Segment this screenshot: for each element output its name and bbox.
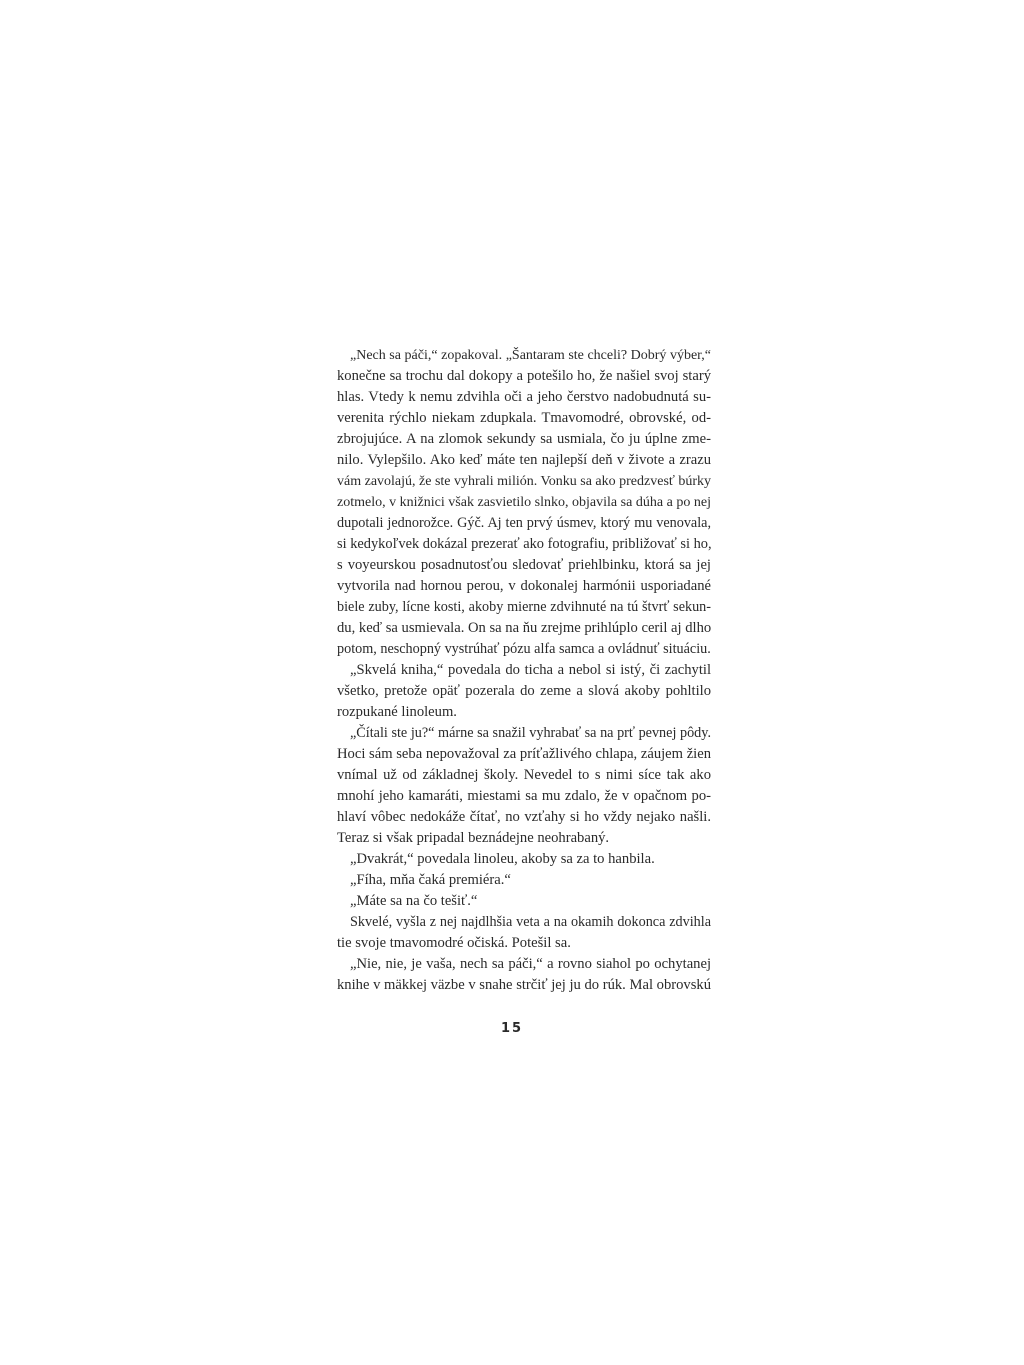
text-line: vnímal už od základnej školy. Nevedel to s nimi síce tak ako: [337, 767, 711, 783]
text-line: knihe v mäkkej väzbe v snahe strčiť jej ju do rúk. Mal obrovskú: [337, 977, 711, 993]
text-line: „Skvelá kniha,“ povedala do ticha a nebol si istý, či zachytil: [350, 662, 711, 678]
text-line: Skvelé, vyšla z nej najdlhšia veta a na okamih dokonca zdvihla: [350, 914, 711, 930]
text-line: si kedykoľvek dokázal prezerať ako fotografiu, približovať si ho,: [337, 536, 712, 552]
text-line: Teraz si však pripadal beznádejne neohrabaný.: [337, 830, 610, 846]
text-line: hlaví vôbec nedokáže čítať, no vzťahy si ho vždy nejako našli.: [337, 809, 711, 825]
text-line: zbrojujúce. A na zlomok sekundy sa usmiala, čo ju úplne zme-: [337, 431, 711, 447]
text-line: „Fíha, mňa čaká premiéra.“: [350, 872, 511, 888]
page-number: 15: [500, 1021, 524, 1036]
text-line: biele zuby, lícne kosti, akoby mierne zdvihnuté na tú štvrť sekun-: [337, 599, 711, 615]
text-line: „Nech sa páči,“ zopakoval. „Šantaram ste chceli? Dobrý výber,“: [350, 348, 711, 363]
text-line: Hoci sám seba nepovažoval za príťažlivého chlapa, záujem žien: [337, 746, 711, 762]
text-line: tie svoje tmavomodré očiská. Potešil sa.: [337, 935, 571, 951]
text-line: „Dvakrát,“ povedala linoleu, akoby sa za to hanbila.: [350, 851, 655, 867]
text-line: mnohí jeho kamaráti, miestami sa mu zdalo, že v opačnom po-: [337, 788, 711, 804]
text-line: du, keď sa usmievala. On sa na ňu zrejme prihlúplo ceril aj dlho: [337, 620, 712, 636]
text-line: „Máte sa na čo tešiť.“: [350, 893, 478, 909]
text-line: vytvorila nad hornou perou, v dokonalej harmónii usporiadané: [337, 578, 711, 594]
text-line: nilo. Vylepšilo. Ako keď máte ten najlepší deň v živote a zrazu: [337, 452, 711, 468]
text-line: dupotali jednorožce. Gýč. Aj ten prvý úsmev, ktorý mu venovala,: [337, 515, 711, 531]
text-line: potom, neschopný vystrúhať pózu alfa samca a ovládnuť situáciu.: [337, 641, 711, 657]
text-line: s voyeurskou posadnutosťou sledovať priehlbinku, ktorá sa jej: [337, 557, 711, 573]
text-line: rozpukané linoleum.: [337, 704, 457, 720]
text-line: „Čítali ste ju?“ márne sa snažil vyhrabať sa na prť pevnej pôdy.: [350, 725, 711, 741]
body-text: [337, 345, 711, 996]
text-line: hlas. Vtedy k nemu zdvihla oči a jeho čerstvo nadobudnutá su-: [337, 389, 711, 405]
text-line: zotmelo, v knižnici však zasvietilo slnko, objavila sa dúha a po nej: [337, 495, 711, 510]
text-line: vám zavolajú, že ste vyhrali milión. Vonku sa ako predzvesť búrky: [337, 474, 712, 489]
text-line: verenita rýchlo niekam zdupkala. Tmavomodré, obrovské, od-: [337, 410, 711, 426]
text-line: „Nie, nie, je vaša, nech sa páči,“ a rovno siahol po ochytanej: [350, 956, 711, 972]
text-line: konečne sa trochu dal dokopy a potešilo ho, že našiel svoj starý: [337, 368, 711, 384]
text-line: všetko, pretože opäť pozerala do zeme a slová akoby pohltilo: [337, 683, 711, 699]
